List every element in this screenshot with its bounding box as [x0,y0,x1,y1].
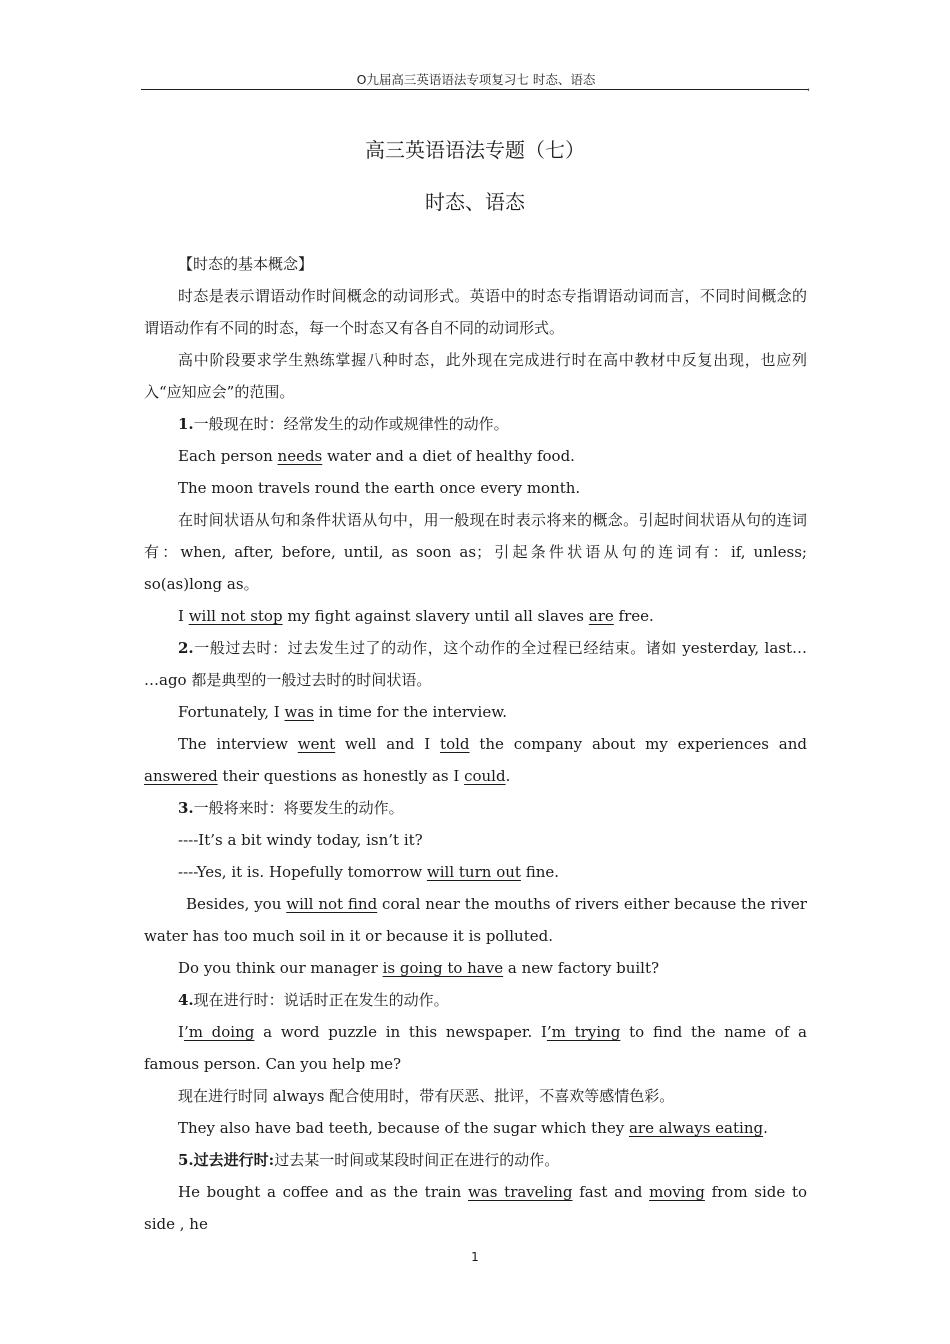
running-header: O九届高三英语语法专项复习七 时态、语态 [356,72,596,87]
item-2-heading: 2.一般过去时：过去发生过了的动作，这个动作的全过程已经结束。诸如 yesterday, last… …ago 都是典型的一般过去时的时间状语。 [144,639,807,689]
item-2-example-1: Fortunately, I was in time for the interview. [178,703,508,721]
item-3-example-4: Do you think our manager is going to have a new factory built? [178,959,660,977]
item-3-example-3: Besides, you will not find coral near the mouths of rivers either because the river water has too much soil in it or because it is polluted. [144,895,807,945]
item-3-heading: 3.一般将来时：将要发生的动作。 [178,799,404,817]
item-1-note: 在时间状语从句和条件状语从句中，用一般现在时表示将来的概念。引起时间状语从句的连词有：when, after, before, until, as soon as；引起条件状语从句的连词有：if, unless; so(as)long as。 [144,511,807,593]
item-3-example-1: ----It’s a bit windy today, isn’t it? [178,831,423,849]
header-divider [141,89,808,90]
intro-paragraph-2: 高中阶段要求学生熟练掌握八种时态，此外现在完成进行时在高中教材中反复出现，也应列入“应知应会”的范围。 [144,351,807,401]
section-heading: 【时态的基本概念】 [178,255,314,273]
document-body [144,248,807,1240]
page-number: 1 [471,1250,479,1264]
item-3-example-2: ----Yes, it is. Hopefully tomorrow will turn out fine. [178,863,560,881]
item-1-example-3: I will not stop my fight against slavery until all slaves are free. [178,607,654,625]
item-4-example-1: I’m doing a word puzzle in this newspaper. I’m trying to find the name of a famous person. Can you help me? [144,1023,808,1073]
item-4-example-2: They also have bad teeth, because of the sugar which they are always eating. [178,1119,768,1137]
intro-paragraph-1: 时态是表示谓语动作时间概念的动词形式。英语中的时态专指谓语动词而言，不同时间概念的谓语动作有不同的时态，每一个时态又有各自不同的动词形式。 [144,287,807,337]
document-subtitle: 时态、语态 [425,190,525,214]
item-4-note: 现在进行时同 always 配合使用时，带有厌恶、批评，不喜欢等感情色彩。 [178,1087,675,1105]
item-2-example-2: The interview went well and I told the company about my experiences and answered their questions as honestly as I could. [144,735,807,785]
item-1-heading: 1.一般现在时：经常发生的动作或规律性的动作。 [178,415,509,433]
item-1-example-2: The moon travels round the earth once every month. [178,479,581,497]
header-mark: , [807,82,811,93]
item-5-heading: 5.过去进行时:过去某一时间或某段时间正在进行的动作。 [178,1151,560,1169]
item-1-example-1: Each person needs water and a diet of healthy food. [178,447,575,465]
item-5-example-1: He bought a coffee and as the train was traveling fast and moving from side to side , he [144,1183,807,1233]
document-title: 高三英语语法专题（七） [365,138,585,162]
item-4-heading: 4.现在进行时：说话时正在发生的动作。 [178,991,449,1009]
